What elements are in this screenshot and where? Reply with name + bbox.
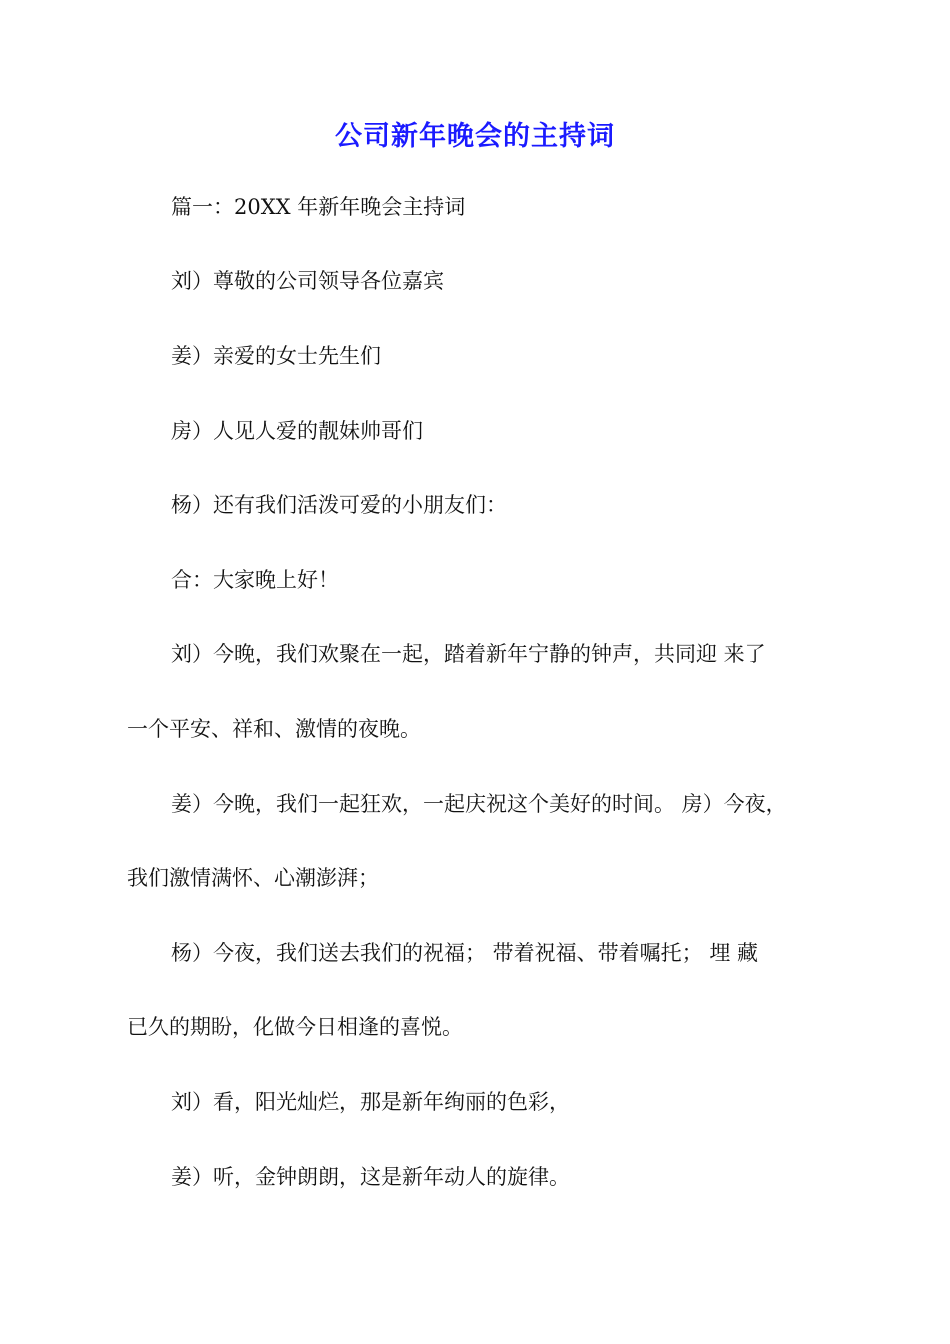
paragraph-line: 姜）今晚，我们一起狂欢，一起庆祝这个美好的时间。 房）今夜， xyxy=(171,792,787,816)
paragraph-line: 姜）亲爱的女士先生们 xyxy=(171,344,381,368)
paragraph-line: 刘）今晚，我们欢聚在一起，踏着新年宁静的钟声，共同迎 来了 xyxy=(171,642,766,666)
paragraph-line: 合：大家晚上好！ xyxy=(171,568,339,592)
paragraph-line: 篇一：20XX 年新年晚会主持词 xyxy=(171,195,466,219)
paragraph-line: 姜）听，金钟朗朗，这是新年动人的旋律。 xyxy=(171,1165,570,1189)
paragraph-line: 杨）还有我们活泼可爱的小朋友们： xyxy=(171,493,507,517)
paragraph-line: 已久的期盼，化做今日相逢的喜悦。 xyxy=(127,1015,463,1039)
paragraph-line: 一个平安、祥和、激情的夜晚。 xyxy=(127,717,421,741)
paragraph-line: 我们激情满怀、心潮澎湃； xyxy=(127,866,379,890)
document-title: 公司新年晚会的主持词 xyxy=(335,121,615,152)
paragraph-line: 杨）今夜，我们送去我们的祝福； 带着祝福、带着嘱托； 埋 藏 xyxy=(171,941,759,965)
paragraph-line: 刘）尊敬的公司领导各位嘉宾 xyxy=(171,269,444,293)
paragraph-line: 房）人见人爱的靓妹帅哥们 xyxy=(171,419,423,443)
paragraph-line: 刘）看，阳光灿烂，那是新年绚丽的色彩， xyxy=(171,1090,570,1114)
